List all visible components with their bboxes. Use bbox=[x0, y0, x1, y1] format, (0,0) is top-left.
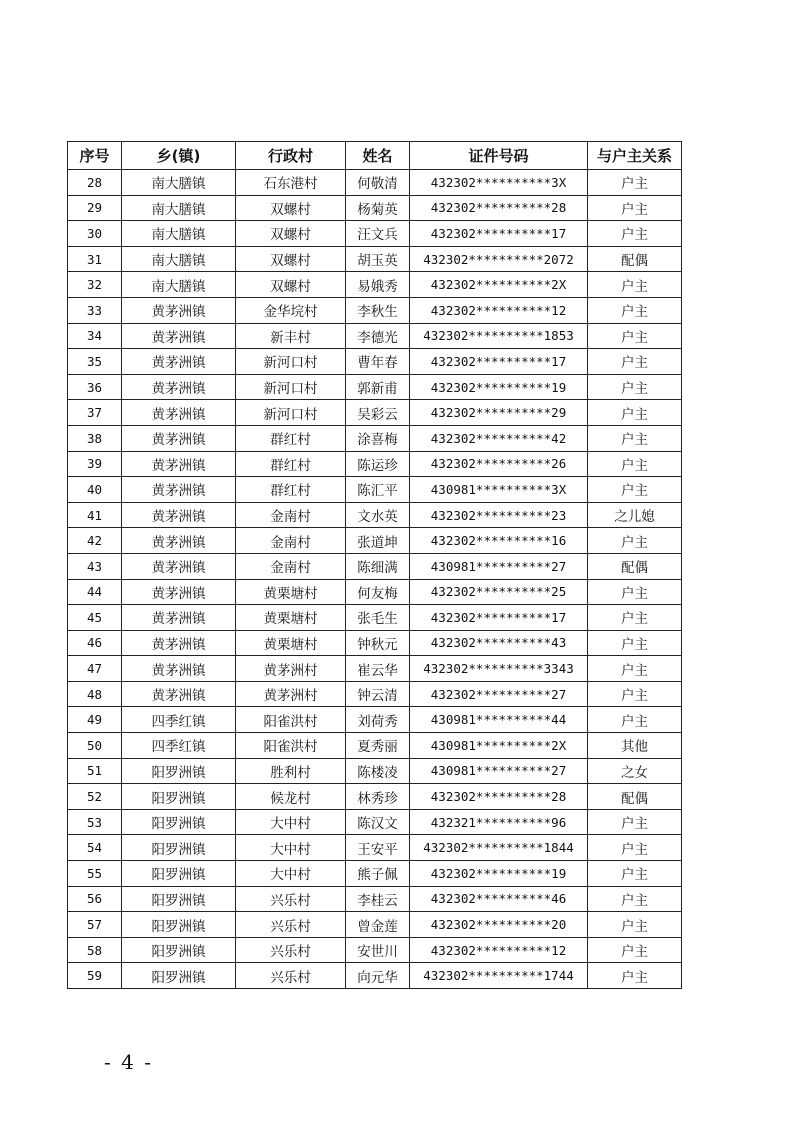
cell-relationship: 户主 bbox=[588, 605, 682, 631]
cell-township: 黄茅洲镇 bbox=[122, 528, 236, 554]
cell-village: 新丰村 bbox=[236, 323, 346, 349]
cell-village: 大中村 bbox=[236, 861, 346, 887]
cell-township: 南大膳镇 bbox=[122, 272, 236, 298]
table-row bbox=[68, 451, 682, 477]
cell-id-number: 432302**********19 bbox=[410, 374, 588, 400]
cell-village: 黄栗塘村 bbox=[236, 605, 346, 631]
cell-serial: 52 bbox=[68, 784, 122, 810]
cell-village: 大中村 bbox=[236, 809, 346, 835]
cell-serial: 44 bbox=[68, 579, 122, 605]
cell-name: 钟云清 bbox=[346, 681, 410, 707]
cell-name: 李德光 bbox=[346, 323, 410, 349]
cell-township: 阳罗洲镇 bbox=[122, 963, 236, 989]
cell-id-number: 430981**********3X bbox=[410, 477, 588, 503]
cell-township: 黄茅洲镇 bbox=[122, 553, 236, 579]
table-row bbox=[68, 605, 682, 631]
cell-relationship: 户主 bbox=[588, 886, 682, 912]
cell-serial: 51 bbox=[68, 758, 122, 784]
cell-name: 向元华 bbox=[346, 963, 410, 989]
cell-relationship: 户主 bbox=[588, 451, 682, 477]
cell-relationship: 户主 bbox=[588, 323, 682, 349]
cell-serial: 43 bbox=[68, 553, 122, 579]
cell-township: 四季红镇 bbox=[122, 707, 236, 733]
cell-relationship: 户主 bbox=[588, 681, 682, 707]
cell-name: 易娥秀 bbox=[346, 272, 410, 298]
table-row bbox=[68, 937, 682, 963]
table-body bbox=[68, 170, 682, 989]
table-row bbox=[68, 477, 682, 503]
cell-village: 兴乐村 bbox=[236, 912, 346, 938]
table-row bbox=[68, 272, 682, 298]
cell-relationship: 户主 bbox=[588, 656, 682, 682]
cell-name: 涂喜梅 bbox=[346, 425, 410, 451]
cell-name: 林秀珍 bbox=[346, 784, 410, 810]
cell-id-number: 432302**********28 bbox=[410, 784, 588, 810]
cell-id-number: 432302**********3X bbox=[410, 170, 588, 196]
cell-township: 黄茅洲镇 bbox=[122, 374, 236, 400]
cell-township: 黄茅洲镇 bbox=[122, 425, 236, 451]
table-row bbox=[68, 297, 682, 323]
cell-id-number: 430981**********27 bbox=[410, 553, 588, 579]
cell-name: 夏秀丽 bbox=[346, 733, 410, 759]
cell-township: 阳罗洲镇 bbox=[122, 835, 236, 861]
cell-relationship: 户主 bbox=[588, 707, 682, 733]
cell-name: 刘荷秀 bbox=[346, 707, 410, 733]
cell-name: 陈细满 bbox=[346, 553, 410, 579]
cell-name: 陈楼凌 bbox=[346, 758, 410, 784]
cell-serial: 37 bbox=[68, 400, 122, 426]
header-relationship: 与户主关系 bbox=[588, 142, 682, 170]
table-row bbox=[68, 323, 682, 349]
cell-relationship: 户主 bbox=[588, 170, 682, 196]
cell-relationship: 户主 bbox=[588, 630, 682, 656]
cell-village: 候龙村 bbox=[236, 784, 346, 810]
header-id-number: 证件号码 bbox=[410, 142, 588, 170]
header-serial: 序号 bbox=[68, 142, 122, 170]
cell-serial: 48 bbox=[68, 681, 122, 707]
header-township: 乡(镇) bbox=[122, 142, 236, 170]
cell-relationship: 户主 bbox=[588, 374, 682, 400]
cell-name: 汪文兵 bbox=[346, 221, 410, 247]
cell-id-number: 432302**********26 bbox=[410, 451, 588, 477]
table-row bbox=[68, 809, 682, 835]
cell-name: 陈运珍 bbox=[346, 451, 410, 477]
cell-relationship: 户主 bbox=[588, 195, 682, 221]
cell-relationship: 户主 bbox=[588, 400, 682, 426]
cell-id-number: 432302**********27 bbox=[410, 681, 588, 707]
cell-relationship: 之儿媳 bbox=[588, 502, 682, 528]
cell-id-number: 432302**********28 bbox=[410, 195, 588, 221]
cell-serial: 42 bbox=[68, 528, 122, 554]
cell-serial: 46 bbox=[68, 630, 122, 656]
table-row bbox=[68, 374, 682, 400]
cell-serial: 38 bbox=[68, 425, 122, 451]
cell-relationship: 户主 bbox=[588, 937, 682, 963]
cell-name: 李桂云 bbox=[346, 886, 410, 912]
cell-village: 兴乐村 bbox=[236, 963, 346, 989]
cell-township: 黄茅洲镇 bbox=[122, 451, 236, 477]
cell-village: 大中村 bbox=[236, 835, 346, 861]
cell-name: 何敬清 bbox=[346, 170, 410, 196]
table-row bbox=[68, 681, 682, 707]
cell-id-number: 432302**********17 bbox=[410, 605, 588, 631]
cell-village: 阳雀洪村 bbox=[236, 707, 346, 733]
cell-relationship: 户主 bbox=[588, 477, 682, 503]
cell-relationship: 户主 bbox=[588, 528, 682, 554]
cell-village: 金华垸村 bbox=[236, 297, 346, 323]
cell-id-number: 432302**********20 bbox=[410, 912, 588, 938]
cell-township: 黄茅洲镇 bbox=[122, 579, 236, 605]
cell-id-number: 430981**********27 bbox=[410, 758, 588, 784]
cell-relationship: 之女 bbox=[588, 758, 682, 784]
cell-id-number: 432302**********25 bbox=[410, 579, 588, 605]
cell-township: 黄茅洲镇 bbox=[122, 400, 236, 426]
cell-relationship: 户主 bbox=[588, 579, 682, 605]
table-row bbox=[68, 835, 682, 861]
table-row bbox=[68, 170, 682, 196]
cell-serial: 28 bbox=[68, 170, 122, 196]
table-row bbox=[68, 425, 682, 451]
cell-id-number: 432321**********96 bbox=[410, 809, 588, 835]
cell-village: 阳雀洪村 bbox=[236, 733, 346, 759]
table-row bbox=[68, 861, 682, 887]
cell-village: 金南村 bbox=[236, 553, 346, 579]
cell-name: 张道坤 bbox=[346, 528, 410, 554]
cell-village: 群红村 bbox=[236, 451, 346, 477]
cell-id-number: 430981**********44 bbox=[410, 707, 588, 733]
cell-township: 阳罗洲镇 bbox=[122, 861, 236, 887]
cell-name: 曹年春 bbox=[346, 349, 410, 375]
cell-relationship: 户主 bbox=[588, 221, 682, 247]
table-row bbox=[68, 528, 682, 554]
cell-serial: 34 bbox=[68, 323, 122, 349]
cell-id-number: 432302**********19 bbox=[410, 861, 588, 887]
cell-serial: 59 bbox=[68, 963, 122, 989]
cell-village: 黄栗塘村 bbox=[236, 579, 346, 605]
cell-township: 阳罗洲镇 bbox=[122, 758, 236, 784]
cell-relationship: 配偶 bbox=[588, 553, 682, 579]
cell-id-number: 432302**********12 bbox=[410, 297, 588, 323]
cell-serial: 54 bbox=[68, 835, 122, 861]
cell-township: 阳罗洲镇 bbox=[122, 912, 236, 938]
cell-serial: 57 bbox=[68, 912, 122, 938]
cell-id-number: 432302**********43 bbox=[410, 630, 588, 656]
table-row bbox=[68, 349, 682, 375]
cell-township: 黄茅洲镇 bbox=[122, 656, 236, 682]
cell-id-number: 432302**********29 bbox=[410, 400, 588, 426]
cell-name: 何友梅 bbox=[346, 579, 410, 605]
table-row bbox=[68, 553, 682, 579]
cell-id-number: 432302**********16 bbox=[410, 528, 588, 554]
cell-relationship: 配偶 bbox=[588, 784, 682, 810]
cell-serial: 39 bbox=[68, 451, 122, 477]
cell-serial: 47 bbox=[68, 656, 122, 682]
cell-relationship: 户主 bbox=[588, 272, 682, 298]
cell-relationship: 户主 bbox=[588, 349, 682, 375]
cell-name: 胡玉英 bbox=[346, 246, 410, 272]
cell-name: 陈汇平 bbox=[346, 477, 410, 503]
cell-township: 四季红镇 bbox=[122, 733, 236, 759]
cell-relationship: 户主 bbox=[588, 835, 682, 861]
cell-name: 安世川 bbox=[346, 937, 410, 963]
cell-village: 双螺村 bbox=[236, 195, 346, 221]
cell-township: 黄茅洲镇 bbox=[122, 630, 236, 656]
cell-id-number: 432302**********17 bbox=[410, 221, 588, 247]
cell-village: 新河口村 bbox=[236, 400, 346, 426]
cell-serial: 56 bbox=[68, 886, 122, 912]
cell-village: 黄栗塘村 bbox=[236, 630, 346, 656]
cell-village: 金南村 bbox=[236, 502, 346, 528]
cell-relationship: 户主 bbox=[588, 425, 682, 451]
cell-township: 黄茅洲镇 bbox=[122, 605, 236, 631]
cell-id-number: 432302**********17 bbox=[410, 349, 588, 375]
cell-township: 阳罗洲镇 bbox=[122, 784, 236, 810]
cell-id-number: 432302**********2072 bbox=[410, 246, 588, 272]
cell-relationship: 户主 bbox=[588, 297, 682, 323]
header-village: 行政村 bbox=[236, 142, 346, 170]
cell-name: 吴彩云 bbox=[346, 400, 410, 426]
cell-serial: 29 bbox=[68, 195, 122, 221]
table-row bbox=[68, 912, 682, 938]
table-row bbox=[68, 733, 682, 759]
table-row bbox=[68, 758, 682, 784]
cell-name: 杨菊英 bbox=[346, 195, 410, 221]
table-row bbox=[68, 656, 682, 682]
table-row bbox=[68, 707, 682, 733]
cell-serial: 49 bbox=[68, 707, 122, 733]
cell-name: 崔云华 bbox=[346, 656, 410, 682]
cell-serial: 45 bbox=[68, 605, 122, 631]
cell-village: 双螺村 bbox=[236, 246, 346, 272]
cell-township: 阳罗洲镇 bbox=[122, 886, 236, 912]
cell-township: 黄茅洲镇 bbox=[122, 477, 236, 503]
cell-id-number: 430981**********2X bbox=[410, 733, 588, 759]
cell-township: 黄茅洲镇 bbox=[122, 297, 236, 323]
cell-name: 郭新甫 bbox=[346, 374, 410, 400]
cell-relationship: 户主 bbox=[588, 963, 682, 989]
cell-township: 黄茅洲镇 bbox=[122, 502, 236, 528]
table-row bbox=[68, 963, 682, 989]
cell-serial: 36 bbox=[68, 374, 122, 400]
table-row bbox=[68, 784, 682, 810]
cell-serial: 50 bbox=[68, 733, 122, 759]
cell-village: 金南村 bbox=[236, 528, 346, 554]
table-row bbox=[68, 630, 682, 656]
cell-relationship: 户主 bbox=[588, 861, 682, 887]
cell-township: 黄茅洲镇 bbox=[122, 349, 236, 375]
cell-serial: 30 bbox=[68, 221, 122, 247]
cell-relationship: 户主 bbox=[588, 912, 682, 938]
cell-name: 陈汉文 bbox=[346, 809, 410, 835]
cell-township: 南大膳镇 bbox=[122, 221, 236, 247]
table-row bbox=[68, 502, 682, 528]
cell-serial: 40 bbox=[68, 477, 122, 503]
header-name: 姓名 bbox=[346, 142, 410, 170]
cell-id-number: 432302**********12 bbox=[410, 937, 588, 963]
cell-relationship: 户主 bbox=[588, 809, 682, 835]
cell-village: 兴乐村 bbox=[236, 937, 346, 963]
cell-township: 南大膳镇 bbox=[122, 246, 236, 272]
cell-township: 黄茅洲镇 bbox=[122, 323, 236, 349]
cell-village: 胜利村 bbox=[236, 758, 346, 784]
cell-name: 文水英 bbox=[346, 502, 410, 528]
cell-village: 新河口村 bbox=[236, 349, 346, 375]
page-number: - 4 - bbox=[104, 1050, 153, 1074]
cell-id-number: 432302**********1853 bbox=[410, 323, 588, 349]
cell-township: 阳罗洲镇 bbox=[122, 937, 236, 963]
cell-village: 石东港村 bbox=[236, 170, 346, 196]
cell-name: 李秋生 bbox=[346, 297, 410, 323]
cell-serial: 55 bbox=[68, 861, 122, 887]
cell-id-number: 432302**********3343 bbox=[410, 656, 588, 682]
table-row bbox=[68, 400, 682, 426]
table-row bbox=[68, 195, 682, 221]
cell-serial: 33 bbox=[68, 297, 122, 323]
cell-id-number: 432302**********1844 bbox=[410, 835, 588, 861]
cell-village: 新河口村 bbox=[236, 374, 346, 400]
cell-township: 南大膳镇 bbox=[122, 195, 236, 221]
cell-serial: 32 bbox=[68, 272, 122, 298]
cell-name: 王安平 bbox=[346, 835, 410, 861]
cell-id-number: 432302**********1744 bbox=[410, 963, 588, 989]
cell-name: 钟秋元 bbox=[346, 630, 410, 656]
cell-relationship: 其他 bbox=[588, 733, 682, 759]
cell-name: 熊子佩 bbox=[346, 861, 410, 887]
cell-village: 群红村 bbox=[236, 425, 346, 451]
cell-village: 双螺村 bbox=[236, 272, 346, 298]
cell-id-number: 432302**********46 bbox=[410, 886, 588, 912]
cell-id-number: 432302**********42 bbox=[410, 425, 588, 451]
roster-table bbox=[67, 141, 682, 989]
cell-serial: 58 bbox=[68, 937, 122, 963]
table-row bbox=[68, 579, 682, 605]
cell-name: 曾金莲 bbox=[346, 912, 410, 938]
cell-village: 群红村 bbox=[236, 477, 346, 503]
cell-township: 阳罗洲镇 bbox=[122, 809, 236, 835]
cell-name: 张毛生 bbox=[346, 605, 410, 631]
table-header-row bbox=[68, 142, 682, 170]
table-row bbox=[68, 246, 682, 272]
cell-township: 黄茅洲镇 bbox=[122, 681, 236, 707]
cell-village: 兴乐村 bbox=[236, 886, 346, 912]
cell-relationship: 配偶 bbox=[588, 246, 682, 272]
table-row bbox=[68, 886, 682, 912]
cell-serial: 41 bbox=[68, 502, 122, 528]
cell-serial: 31 bbox=[68, 246, 122, 272]
cell-village: 黄茅洲村 bbox=[236, 681, 346, 707]
cell-serial: 35 bbox=[68, 349, 122, 375]
cell-id-number: 432302**********2X bbox=[410, 272, 588, 298]
cell-village: 黄茅洲村 bbox=[236, 656, 346, 682]
cell-id-number: 432302**********23 bbox=[410, 502, 588, 528]
cell-township: 南大膳镇 bbox=[122, 170, 236, 196]
table-row bbox=[68, 221, 682, 247]
cell-serial: 53 bbox=[68, 809, 122, 835]
cell-village: 双螺村 bbox=[236, 221, 346, 247]
